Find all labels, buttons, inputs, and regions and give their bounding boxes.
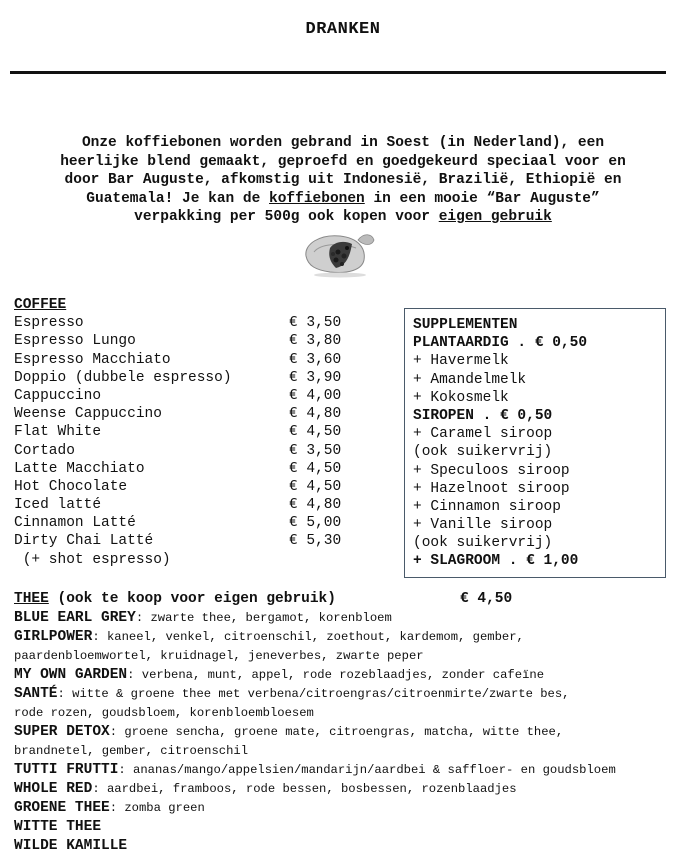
tea-description: : ananas/mango/appelsien/mandarijn/aardbei & saffloer- en goudsbloem [118,763,616,777]
supplement-note: (ook suikervrij) [413,535,553,552]
intro-line: Onze koffiebonen worden gebrand in Soest (in Nederland), een [81,135,605,151]
tea-name: WILDE KAMILLE [14,838,128,854]
item-price: € 4,80 [289,497,342,514]
item-price: € 4,50 [289,460,342,477]
item-price: € 3,50 [289,442,342,459]
supplement-note: (ook suikervrij) [413,444,553,461]
supplements-box [404,308,666,578]
intro-text [30,134,656,227]
menu-item [14,514,342,532]
menu-item [14,442,342,460]
tea-description: : verbena, munt, appel, rode rozeblaadjes, zonder cafeïne [127,668,545,682]
item-price: € 3,50 [289,315,342,332]
menu-item [14,369,342,387]
koffiebonen-link[interactable]: koffiebonen [269,190,365,207]
tea-name: WITTE THEE [14,819,102,835]
tea-description-cont: rode rozen, goudsbloem, korenbloembloesem [14,706,314,720]
tea-header-label: THEE [14,591,49,607]
intro-text-segment: in een mooie “Bar Auguste” [364,190,600,207]
whipped-cream-item: + SLAGROOM . € 1,00 [413,553,579,570]
item-name: Cappuccino [14,387,102,404]
supplement-item: + Caramel siroop [413,426,553,443]
supplement-item: + Amandelmelk [413,371,527,388]
tea-name: MY OWN GARDEN [14,667,128,683]
tea-description: : zwarte thee, bergamot, korenbloem [135,611,392,625]
supplement-item: + Kokosmelk [413,389,509,406]
coffee-header: COFFEE [14,297,67,313]
item-name: Latte Macchiato [14,460,145,477]
item-name: Iced latté [14,497,102,514]
syrups-header: SIROPEN . € 0,50 [413,407,553,424]
item-price: € 3,60 [289,351,342,368]
plant-based-header: PLANTAARDIG . € 0,50 [413,335,588,352]
coffee-beans-image [300,226,380,278]
tea-item [14,837,684,856]
tea-description: : witte & groene thee met verbena/citroengras/citroenmirte/zwarte bes, [57,687,570,701]
item-name: Espresso [14,315,84,332]
item-price: € 4,50 [289,424,342,441]
item-name: Hot Chocolate [14,478,128,495]
item-name: Cortado [14,442,75,459]
menu-item [14,423,342,441]
tea-description: : zomba green [109,801,205,815]
supplement-item: + Vanille siroop [413,517,553,534]
item-price: € 5,00 [289,515,342,532]
menu-item [14,314,342,332]
tea-header-suffix: (ook te koop voor eigen gebruik) [48,591,336,607]
tea-description: : aardbei, framboos, rode bessen, bosbessen, rozenblaadjes [92,782,517,796]
title-divider [10,71,666,74]
supplement-item: + Cinnamon siroop [413,498,561,515]
tea-item [14,628,684,647]
item-name: Flat White [14,424,102,441]
item-price: € 3,90 [289,369,342,386]
item-name: Dirty Chai Latté [14,533,154,550]
tea-item [14,723,684,742]
menu-item [14,351,342,369]
tea-name: WHOLE RED [14,781,93,797]
tea-item [14,799,684,818]
tea-item [14,609,684,628]
item-name: Weense Cappuccino [14,406,162,423]
tea-item [14,685,684,704]
item-name: Cinnamon Latté [14,515,136,532]
item-name: Espresso Macchiato [14,351,171,368]
tea-name: GIRLPOWER [14,629,93,645]
coffee-menu [14,296,342,569]
item-price: € 4,50 [289,478,342,495]
menu-item [14,532,342,550]
tea-name: BLUE EARL GREY [14,610,136,626]
coffee-footnote: (+ shot espresso) [14,551,171,568]
tea-price: € 4,50 [460,591,513,607]
intro-text-segment: Guatemala! Je kan de [86,190,270,207]
tea-name: TUTTI FRUTTI [14,762,119,778]
menu-item [14,332,342,350]
eigen-gebruik-link[interactable]: eigen gebruik [438,209,552,225]
page-title: DRANKEN [305,20,381,39]
tea-item [14,761,684,780]
tea-description: : groene sencha, groene mate, citroengras, matcha, witte thee, [109,725,564,739]
tea-name: SUPER DETOX [14,724,110,740]
menu-item [14,387,342,405]
menu-item [14,460,342,478]
tea-name: SANTÉ [14,686,58,702]
supplement-item: + Speculoos siroop [413,462,570,479]
intro-text-segment: verpakking per 500g ook kopen voor [134,209,439,225]
item-price: € 4,80 [289,406,342,423]
tea-item [14,818,684,837]
item-name: Doppio (dubbele espresso) [14,369,232,386]
tea-item [14,666,684,685]
item-name: Espresso Lungo [14,333,136,350]
tea-description: : kaneel, venkel, citroenschil, zoethout, kardemom, gember, [92,630,524,644]
menu-item [14,405,342,423]
item-price: € 3,80 [289,333,342,350]
item-price: € 5,30 [289,533,342,550]
tea-menu [14,590,684,856]
intro-line: heerlijke blend gemaakt, geproefd en goedgekeurd speciaal voor en [60,153,626,170]
intro-line [30,208,656,227]
menu-item [14,478,342,496]
tea-description-cont: brandnetel, gember, citroenschil [14,744,249,758]
tea-header [14,590,684,609]
supplement-item: + Hazelnoot siroop [413,480,570,497]
tea-item [14,780,684,799]
supplement-item: + Havermelk [413,353,509,370]
intro-line [30,190,656,209]
intro-line: door Bar Auguste, afkomstig uit Indonesië, Brazilië, Ethiopië en [64,172,622,188]
menu-item [14,496,342,514]
item-price: € 4,00 [289,387,342,404]
tea-description-cont: paardenbloemwortel, kruidnagel, jeneverbes, zwarte peper [14,649,424,663]
supplements-header: SUPPLEMENTEN [413,317,518,333]
tea-name: GROENE THEE [14,800,110,816]
